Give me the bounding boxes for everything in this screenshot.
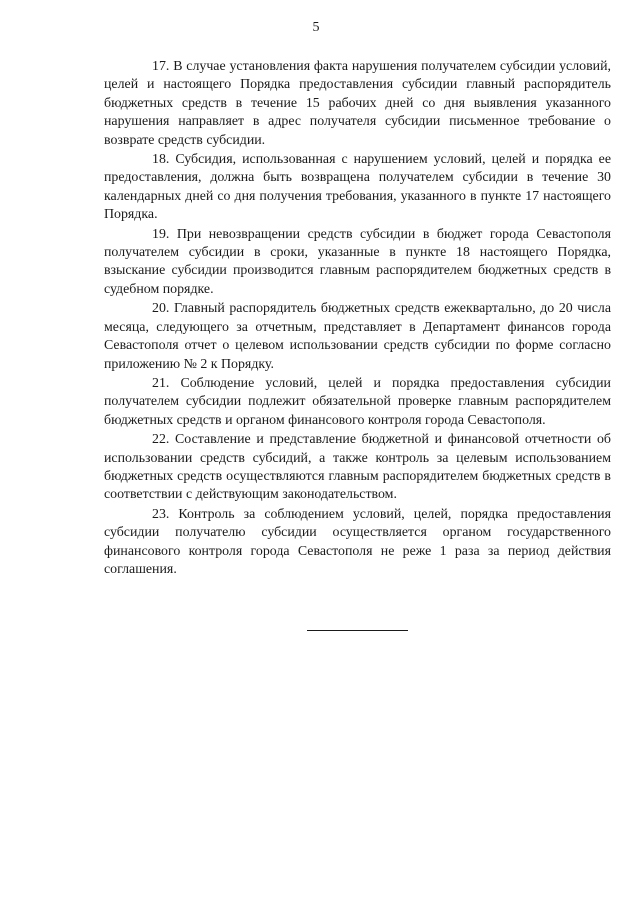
document-body — [104, 58, 611, 579]
paragraph-20: 20. Главный распорядитель бюджетных средств ежеквартально, до 20 числа месяца, следующего за отчетным, представляет в Департамент финансов города Севастополя отчет о целевом использовании средств субсидии по форме согласно приложению № 2 к Порядку. — [104, 301, 611, 372]
paragraph-17: 17. В случае установления факта нарушения получателем субсидии условий, целей и настоящего Порядка предоставления субсидии главный распорядитель бюджетных средств в течение 15 рабочих дней со дня выявления указанного нарушения направляет в адрес получателя субсидии письменное требование о возврате средств субсидии. — [104, 59, 611, 148]
page-number: 5 — [312, 20, 320, 35]
paragraph-23: 23. Контроль за соблюдением условий, целей, порядка предоставления субсидии получателю субсидии осуществляется органом государственного финансового контроля города Севастополя не реже 1 раза за период действия соглашения. — [104, 506, 611, 577]
end-of-document-rule — [307, 630, 408, 631]
paragraph-18: 18. Субсидия, использованная с нарушением условий, целей и порядка ее предоставления, должна быть возвращена получателем субсидии в течение 30 календарных дней со дня получения требования, указанного в пункте 17 настоящего Порядка. — [104, 152, 611, 223]
paragraph-21: 21. Соблюдение условий, целей и порядка предоставления субсидии получателем субсидии подлежит обязательной проверке главным распорядителем бюджетных средств и органом финансового контроля города Севастополя. — [104, 375, 611, 428]
paragraph-19: 19. При невозвращении средств субсидии в бюджет города Севастополя получателем субсидии в сроки, указанные в пункте 18 настоящего Порядка, взыскание субсидии производится главным распорядителем бюджетных средств в судебном порядке. — [104, 226, 611, 297]
paragraph-22: 22. Составление и представление бюджетной и финансовой отчетности об использовании средств субсидий, а также контроль за целевым использованием бюджетных средств осуществляются главным распорядителем бюджетных средств в соответствии с действующим законодательством. — [104, 432, 611, 503]
